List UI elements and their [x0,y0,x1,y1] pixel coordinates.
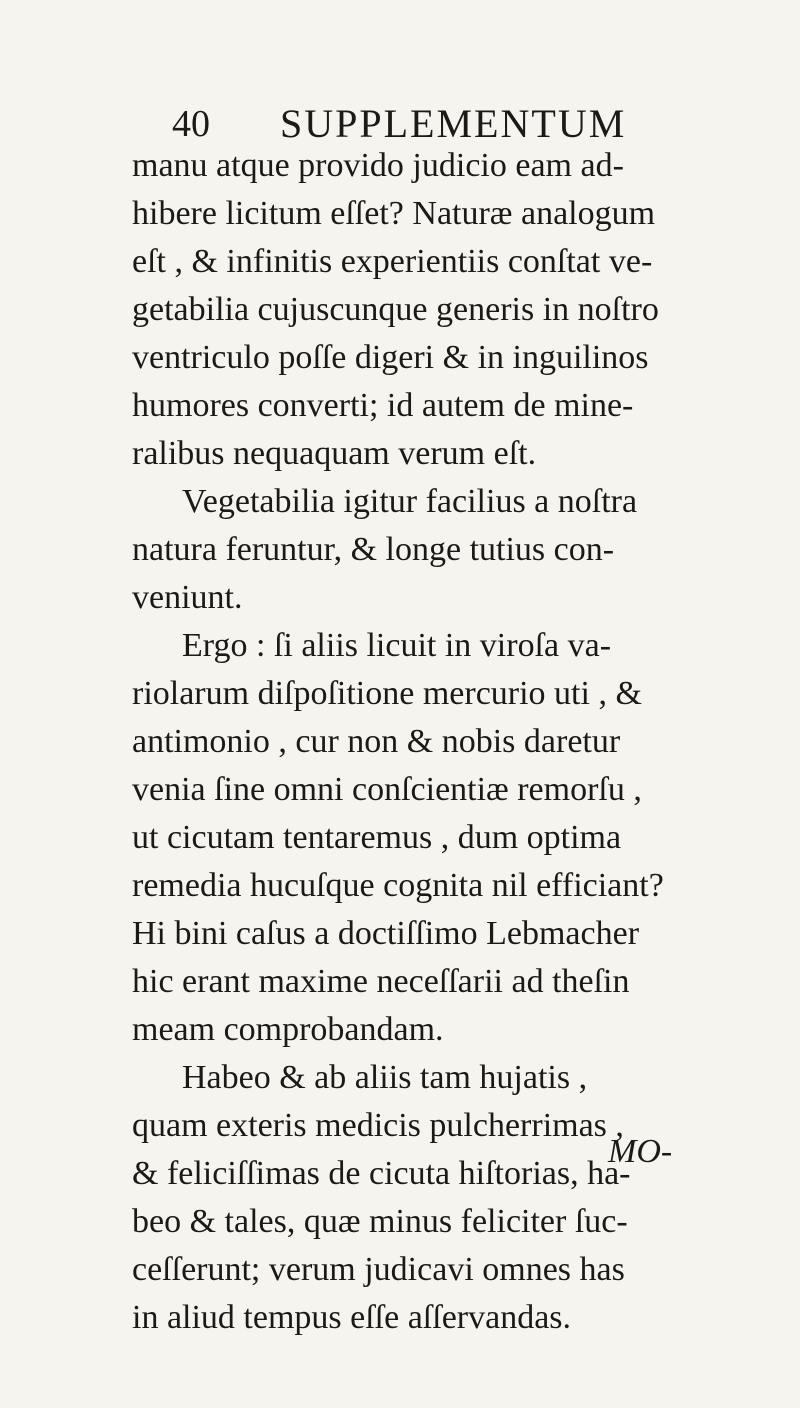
text-line: Habeo & ab aliis tam hujatis , [182,1059,588,1096]
text-line: in aliud tempus eſſe aſſervandas. [132,1299,572,1336]
text-line: beo & tales, quæ minus feliciter ſuc- [132,1203,628,1240]
text-line: hic erant maxime neceſſarii ad theſin [132,963,630,1000]
text-line: Vegetabilia igitur facilius a noſtra [182,483,638,520]
page-number: 40 [172,103,210,145]
text-line: antimonio , cur non & nobis daretur [132,723,621,760]
text-line: manu atque provido judicio eam ad- [132,147,624,184]
text-line: humores converti; id autem de mine- [132,387,634,424]
text-line: meam comprobandam. [132,1011,444,1048]
catchword: MO- [608,1133,673,1170]
text-line: Ergo : ſi aliis licuit in viroſa va- [182,627,612,664]
text-line: ventriculo poſſe digeri & in inguilinos [132,339,649,376]
text-line: getabilia cujuscunque generis in noſtro [132,291,659,328]
text-line: eſt , & infinitis experientiis conſtat ve- [132,243,653,280]
text-line: veniunt. [132,579,243,616]
text-line: Hi bini caſus a doctiſſimo Lebmacher [132,915,640,952]
text-line: quam exteris medicis pulcherrimas , [132,1107,624,1144]
text-line: natura feruntur, & longe tutius con- [132,531,615,568]
text-line: ceſſerunt; verum judicavi omnes has [132,1251,625,1288]
running-title: SUPPLEMENTUM [280,101,627,146]
text-line: remedia hucuſque cognita nil efficiant? [132,867,664,904]
text-line: ut cicutam tentaremus , dum optima [132,819,622,856]
text-line: hibere licitum eſſet? Naturæ analogum [132,195,656,232]
text-line: & feliciſſimas de cicuta hiſtorias, ha- [132,1155,631,1192]
text-line: ralibus nequaquam verum eſt. [132,435,537,472]
text-line: riolarum diſpoſitione mercurio uti , & [132,675,642,712]
text-line: venia ſine omni conſcientiæ remorſu , [132,771,642,808]
